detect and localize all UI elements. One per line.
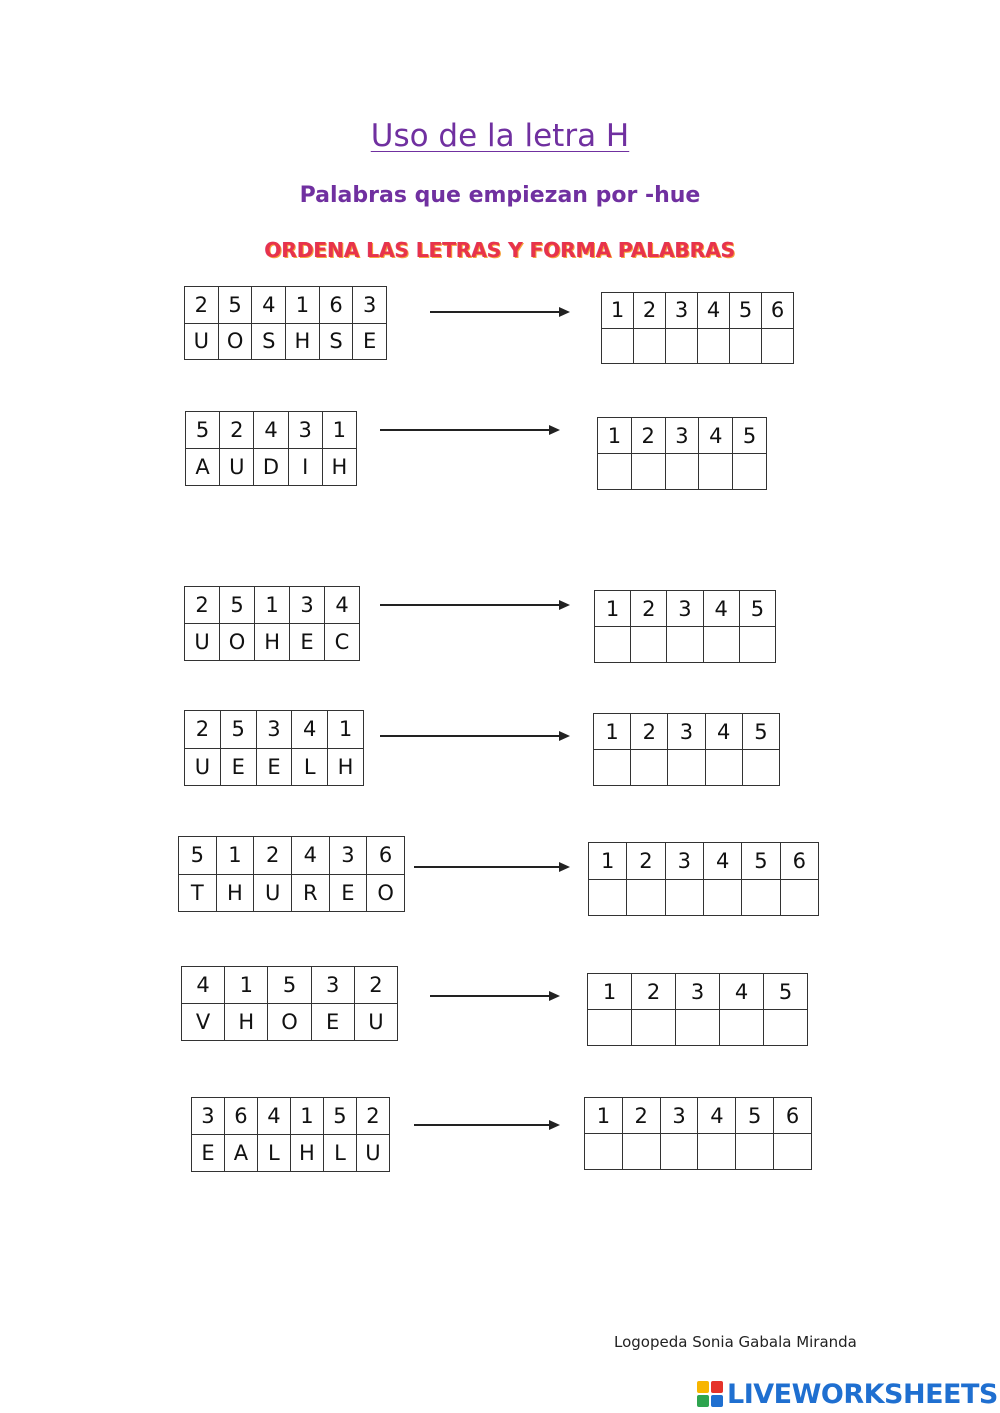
- order-number-cell: 3: [288, 412, 322, 449]
- answer-position-cell: 5: [742, 714, 779, 750]
- answer-letter-input[interactable]: [733, 454, 767, 490]
- scrambled-letter-cell: H: [216, 874, 254, 912]
- scrambled-letter-cell: U: [356, 1135, 389, 1172]
- scrambled-letter-cell: I: [288, 449, 322, 486]
- scrambled-letter-cell: H: [328, 748, 364, 786]
- answer-letter-input[interactable]: [742, 879, 780, 916]
- order-number-cell: 2: [254, 837, 292, 875]
- answer-position-cell: 3: [660, 1098, 698, 1134]
- answer-position-cell: 1: [598, 418, 632, 454]
- answer-grid: [584, 1097, 812, 1170]
- answer-letter-input[interactable]: [736, 1134, 774, 1170]
- answer-position-cell: 1: [588, 974, 632, 1010]
- answer-position-cell: 2: [631, 714, 668, 750]
- answer-letter-input[interactable]: [598, 454, 632, 490]
- order-number-cell: 2: [185, 587, 220, 624]
- answer-position-cell: 1: [595, 591, 631, 627]
- answer-letter-input[interactable]: [780, 879, 818, 916]
- instruction-heading: ORDENA LAS LETRAS Y FORMA PALABRAS: [264, 238, 736, 262]
- answer-letter-input[interactable]: [602, 328, 634, 364]
- scrambled-letter-cell: A: [186, 449, 220, 486]
- scrambled-letter-cell: T: [179, 874, 217, 912]
- arrow-right-icon: [380, 730, 570, 742]
- answer-letter-input[interactable]: [585, 1134, 623, 1170]
- answer-letter-input[interactable]: [594, 750, 631, 786]
- brand-logo: [697, 1377, 998, 1411]
- answer-position-cell: 2: [631, 591, 667, 627]
- answer-letter-input[interactable]: [668, 750, 705, 786]
- order-number-cell: 1: [216, 837, 254, 875]
- scrambled-word-grid: [184, 286, 387, 360]
- answer-letter-input[interactable]: [698, 328, 730, 364]
- answer-position-cell: 5: [736, 1098, 774, 1134]
- order-number-cell: 1: [328, 711, 364, 749]
- scrambled-letter-cell: O: [268, 1004, 311, 1041]
- answer-letter-input[interactable]: [774, 1134, 812, 1170]
- scrambled-letter-cell: H: [255, 624, 290, 661]
- scrambled-letter-cell: C: [325, 624, 360, 661]
- order-number-cell: 5: [220, 587, 255, 624]
- scrambled-letter-cell: S: [319, 323, 353, 360]
- answer-position-cell: 1: [589, 843, 627, 880]
- order-number-cell: 4: [257, 1098, 290, 1135]
- answer-position-cell: 1: [602, 293, 634, 329]
- answer-letter-input[interactable]: [660, 1134, 698, 1170]
- scrambled-letter-cell: U: [185, 748, 221, 786]
- answer-letter-input[interactable]: [588, 1010, 632, 1046]
- scrambled-letter-cell: S: [252, 323, 286, 360]
- scrambled-letter-cell: E: [329, 874, 367, 912]
- answer-letter-input[interactable]: [665, 454, 699, 490]
- answer-position-cell: 4: [698, 1098, 736, 1134]
- order-number-cell: 6: [319, 287, 353, 324]
- order-number-cell: 4: [325, 587, 360, 624]
- answer-letter-input[interactable]: [698, 1134, 736, 1170]
- answer-grid: [588, 842, 819, 916]
- answer-position-cell: 3: [666, 293, 698, 329]
- scrambled-letter-cell: O: [218, 323, 252, 360]
- scrambled-word-grid: [191, 1097, 390, 1172]
- answer-position-cell: 1: [594, 714, 631, 750]
- answer-letter-input[interactable]: [720, 1010, 764, 1046]
- order-number-cell: 2: [185, 711, 221, 749]
- scrambled-letter-cell: E: [290, 624, 325, 661]
- answer-grid: [601, 292, 794, 364]
- brand-name: LIVEWORKSHEETS: [727, 1378, 998, 1410]
- order-number-cell: 5: [218, 287, 252, 324]
- scrambled-letter-cell: O: [367, 874, 405, 912]
- answer-position-cell: 6: [774, 1098, 812, 1134]
- scrambled-letter-cell: E: [256, 748, 292, 786]
- answer-grid: [593, 713, 780, 786]
- answer-letter-input[interactable]: [764, 1010, 808, 1046]
- answer-letter-input[interactable]: [699, 454, 733, 490]
- answer-letter-input[interactable]: [627, 879, 665, 916]
- order-number-cell: 3: [329, 837, 367, 875]
- scrambled-letter-cell: U: [220, 449, 254, 486]
- answer-position-cell: 4: [720, 974, 764, 1010]
- answer-position-cell: 4: [699, 418, 733, 454]
- answer-letter-input[interactable]: [703, 879, 741, 916]
- scrambled-letter-cell: A: [224, 1135, 257, 1172]
- answer-position-cell: 3: [676, 974, 720, 1010]
- answer-position-cell: 2: [631, 418, 665, 454]
- order-number-cell: 1: [290, 1098, 323, 1135]
- scrambled-word-grid: [184, 586, 360, 661]
- scrambled-letter-cell: U: [185, 323, 219, 360]
- answer-position-cell: 3: [668, 714, 705, 750]
- arrow-right-icon: [430, 306, 570, 318]
- liveworksheets-logo-icon: [697, 1381, 723, 1407]
- answer-position-cell: 4: [703, 591, 739, 627]
- answer-letter-input[interactable]: [631, 750, 668, 786]
- order-number-cell: 3: [256, 711, 292, 749]
- scrambled-letter-cell: D: [254, 449, 288, 486]
- order-number-cell: 2: [354, 967, 397, 1004]
- scrambled-letter-cell: U: [254, 874, 292, 912]
- answer-grid: [587, 973, 808, 1046]
- scrambled-letter-cell: U: [185, 624, 220, 661]
- answer-letter-input[interactable]: [705, 750, 742, 786]
- scrambled-letter-cell: O: [220, 624, 255, 661]
- answer-position-cell: 3: [665, 843, 703, 880]
- order-number-cell: 1: [225, 967, 268, 1004]
- answer-letter-input[interactable]: [703, 627, 739, 663]
- scrambled-word-grid: [181, 966, 398, 1041]
- page-title: Uso de la letra H: [370, 118, 630, 154]
- answer-grid: [594, 590, 776, 663]
- order-number-cell: 1: [286, 287, 320, 324]
- order-number-cell: 5: [220, 711, 256, 749]
- scrambled-word-grid: [184, 710, 364, 786]
- answer-position-cell: 5: [764, 974, 808, 1010]
- order-number-cell: 5: [179, 837, 217, 875]
- order-number-cell: 2: [356, 1098, 389, 1135]
- author-credit: Logopeda Sonia Gabala Miranda: [614, 1333, 857, 1351]
- order-number-cell: 5: [323, 1098, 356, 1135]
- answer-letter-input[interactable]: [634, 328, 666, 364]
- order-number-cell: 1: [322, 412, 356, 449]
- order-number-cell: 4: [254, 412, 288, 449]
- scrambled-letter-cell: U: [354, 1004, 397, 1041]
- scrambled-word-grid: [185, 411, 357, 486]
- scrambled-letter-cell: H: [286, 323, 320, 360]
- order-number-cell: 1: [255, 587, 290, 624]
- order-number-cell: 5: [186, 412, 220, 449]
- scrambled-letter-cell: H: [290, 1135, 323, 1172]
- scrambled-letter-cell: E: [192, 1135, 225, 1172]
- scrambled-letter-cell: H: [225, 1004, 268, 1041]
- answer-letter-input[interactable]: [762, 328, 794, 364]
- order-number-cell: 3: [290, 587, 325, 624]
- answer-position-cell: 4: [703, 843, 741, 880]
- answer-position-cell: 4: [698, 293, 730, 329]
- answer-letter-input[interactable]: [622, 1134, 660, 1170]
- answer-letter-input[interactable]: [666, 328, 698, 364]
- answer-position-cell: 5: [730, 293, 762, 329]
- answer-position-cell: 2: [632, 974, 676, 1010]
- scrambled-letter-cell: R: [291, 874, 329, 912]
- answer-position-cell: 5: [739, 591, 775, 627]
- scrambled-letter-cell: E: [220, 748, 256, 786]
- scrambled-letter-cell: L: [292, 748, 328, 786]
- scrambled-letter-cell: L: [257, 1135, 290, 1172]
- arrow-right-icon: [380, 599, 570, 611]
- answer-position-cell: 6: [780, 843, 818, 880]
- answer-position-cell: 5: [742, 843, 780, 880]
- answer-letter-input[interactable]: [631, 627, 667, 663]
- scrambled-word-grid: [178, 836, 405, 912]
- answer-letter-input[interactable]: [589, 879, 627, 916]
- arrow-right-icon: [414, 861, 570, 873]
- answer-position-cell: 2: [634, 293, 666, 329]
- answer-letter-input[interactable]: [631, 454, 665, 490]
- answer-position-cell: 3: [667, 591, 703, 627]
- order-number-cell: 5: [268, 967, 311, 1004]
- order-number-cell: 4: [182, 967, 225, 1004]
- answer-position-cell: 6: [762, 293, 794, 329]
- scrambled-letter-cell: V: [182, 1004, 225, 1041]
- answer-position-cell: 2: [622, 1098, 660, 1134]
- arrow-right-icon: [414, 1119, 560, 1131]
- answer-grid: [597, 417, 767, 490]
- page-subtitle: Palabras que empiezan por -hue: [299, 183, 701, 208]
- answer-position-cell: 2: [627, 843, 665, 880]
- order-number-cell: 4: [291, 837, 329, 875]
- order-number-cell: 4: [292, 711, 328, 749]
- scrambled-letter-cell: L: [323, 1135, 356, 1172]
- answer-letter-input[interactable]: [595, 627, 631, 663]
- order-number-cell: 2: [185, 287, 219, 324]
- answer-position-cell: 3: [665, 418, 699, 454]
- order-number-cell: 2: [220, 412, 254, 449]
- order-number-cell: 6: [367, 837, 405, 875]
- order-number-cell: 6: [224, 1098, 257, 1135]
- answer-letter-input[interactable]: [632, 1010, 676, 1046]
- answer-letter-input[interactable]: [742, 750, 779, 786]
- arrow-right-icon: [380, 424, 560, 436]
- order-number-cell: 3: [353, 287, 387, 324]
- answer-letter-input[interactable]: [667, 627, 703, 663]
- answer-letter-input[interactable]: [676, 1010, 720, 1046]
- answer-position-cell: 4: [705, 714, 742, 750]
- scrambled-letter-cell: E: [311, 1004, 354, 1041]
- scrambled-letter-cell: E: [353, 323, 387, 360]
- order-number-cell: 3: [192, 1098, 225, 1135]
- answer-letter-input[interactable]: [739, 627, 775, 663]
- order-number-cell: 3: [311, 967, 354, 1004]
- arrow-right-icon: [430, 990, 560, 1002]
- order-number-cell: 4: [252, 287, 286, 324]
- answer-position-cell: 5: [733, 418, 767, 454]
- answer-letter-input[interactable]: [665, 879, 703, 916]
- scrambled-letter-cell: H: [322, 449, 356, 486]
- answer-position-cell: 1: [585, 1098, 623, 1134]
- answer-letter-input[interactable]: [730, 328, 762, 364]
